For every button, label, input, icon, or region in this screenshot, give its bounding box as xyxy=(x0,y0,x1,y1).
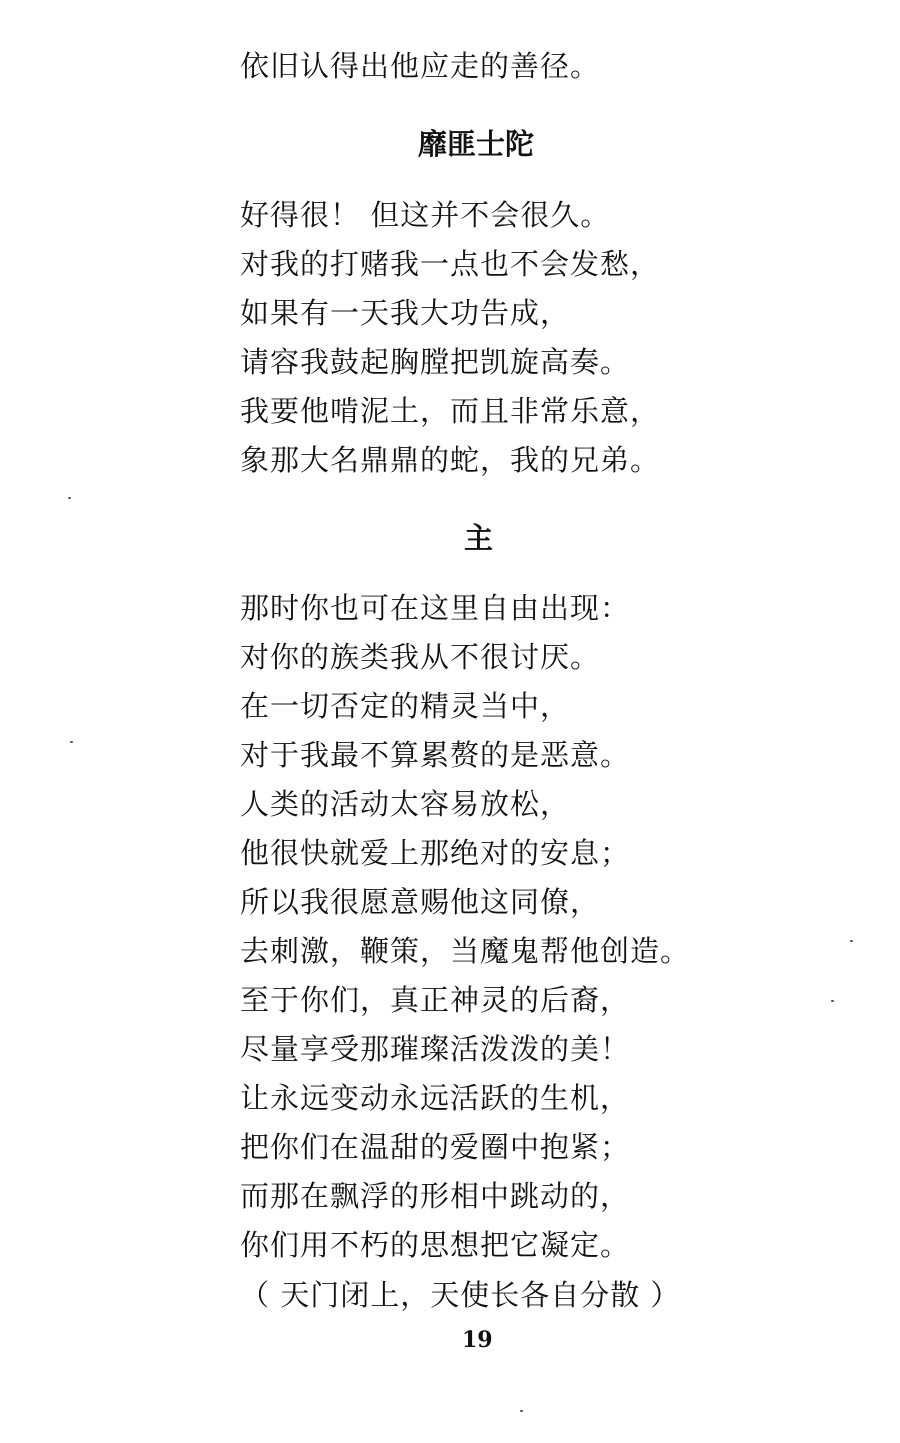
scan-speck xyxy=(68,497,71,499)
speaker-lord: 主 xyxy=(464,521,494,555)
verse-line: 如果有一天我大功告成， xyxy=(240,296,571,330)
verse-line: 好得很！ 但这并不会很久。 xyxy=(240,198,611,232)
verse-line: 至于你们，真正神灵的后裔， xyxy=(240,983,631,1017)
opening-verse-line: 依旧认得出他应走的善径。 xyxy=(240,49,601,83)
verse-line: 去刺激，鞭策，当魔鬼帮他创造。 xyxy=(240,934,691,968)
scan-speck xyxy=(850,940,853,942)
verse-line: 我要他啃泥土，而且非常乐意， xyxy=(240,394,661,428)
verse-line: 他很快就爱上那绝对的安息； xyxy=(240,836,631,870)
verse-line: 把你们在温甜的爱圈中抱紧； xyxy=(240,1130,631,1164)
verse-line: 象那大名鼎鼎的蛇，我的兄弟。 xyxy=(240,443,661,477)
verse-line: 对你的族类我从不很讨厌。 xyxy=(240,640,601,674)
verse-line: 而那在飘浮的形相中跳动的， xyxy=(240,1179,631,1213)
stage-direction: （ 天门闭上，天使长各自分散 ） xyxy=(240,1278,681,1312)
verse-line: 请容我鼓起胸膛把凯旋高奏。 xyxy=(240,345,631,379)
scan-speck xyxy=(520,1410,523,1412)
verse-line: 让永远变动永远活跃的生机， xyxy=(240,1081,631,1115)
speaker-mephisto: 靡匪士陀 xyxy=(418,127,535,161)
page-number: 19 xyxy=(462,1327,493,1353)
scan-speck xyxy=(70,741,73,743)
verse-line: 对于我最不算累赘的是恶意。 xyxy=(240,738,631,772)
verse-line: 对我的打赌我一点也不会发愁， xyxy=(240,247,661,281)
verse-line: 所以我很愿意赐他这同僚， xyxy=(240,885,601,919)
verse-line: 在一切否定的精灵当中， xyxy=(240,689,571,723)
verse-line: 人类的活动太容易放松， xyxy=(240,787,571,821)
verse-line: 那时你也可在这里自由出现： xyxy=(240,591,631,625)
scan-speck xyxy=(831,1000,834,1002)
verse-line: 你们用不朽的思想把它凝定。 xyxy=(240,1228,631,1262)
verse-line: 尽量享受那璀璨活泼泼的美！ xyxy=(240,1032,631,1066)
